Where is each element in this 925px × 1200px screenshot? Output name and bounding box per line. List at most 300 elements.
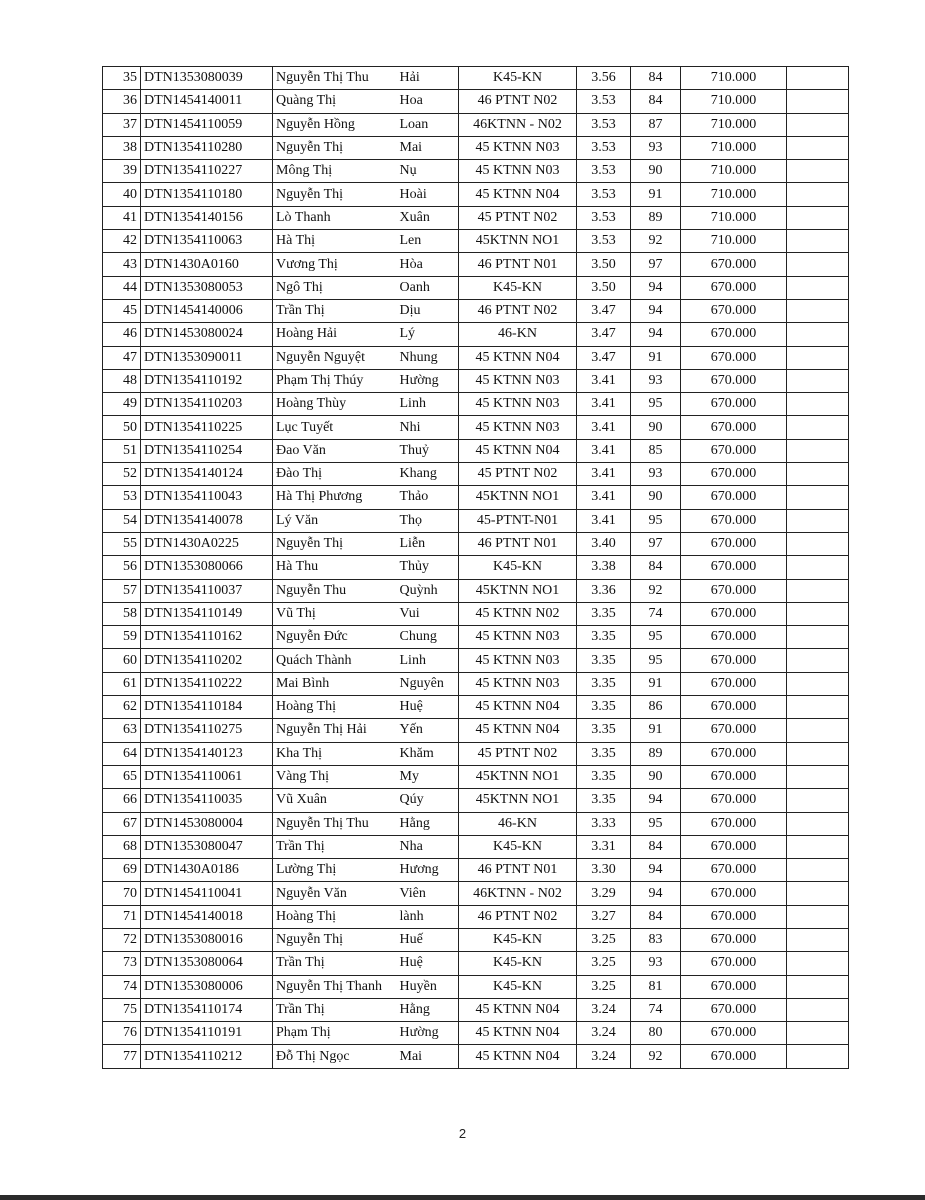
scholarship-amount-cell: 670.000 — [681, 323, 787, 346]
last-middle-name-cell: Hoàng Thùy — [273, 393, 397, 416]
class-name-cell: 45 KTNN N03 — [459, 626, 577, 649]
gpa-score-cell: 3.41 — [577, 463, 631, 486]
first-name-cell: Xuân — [397, 206, 459, 229]
table-row — [103, 649, 849, 672]
conduct-score-cell: 95 — [631, 509, 681, 532]
conduct-score-cell: 92 — [631, 1045, 681, 1068]
row-number-cell: 41 — [103, 206, 141, 229]
student-code-cell: DTN1354110037 — [141, 579, 273, 602]
class-name-cell: K45-KN — [459, 952, 577, 975]
table-row — [103, 532, 849, 555]
conduct-score-cell: 84 — [631, 835, 681, 858]
first-name-cell: Linh — [397, 393, 459, 416]
last-middle-name-cell: Hoàng Thị — [273, 696, 397, 719]
gpa-score-cell: 3.25 — [577, 952, 631, 975]
note-cell — [787, 183, 849, 206]
class-name-cell: 45 KTNN N04 — [459, 183, 577, 206]
gpa-score-cell: 3.41 — [577, 486, 631, 509]
scholarship-amount-cell: 670.000 — [681, 1022, 787, 1045]
note-cell — [787, 602, 849, 625]
table-row — [103, 393, 849, 416]
last-middle-name-cell: Trần Thị — [273, 952, 397, 975]
class-name-cell: 45 PTNT N02 — [459, 742, 577, 765]
table-row — [103, 696, 849, 719]
conduct-score-cell: 84 — [631, 556, 681, 579]
first-name-cell: Dịu — [397, 299, 459, 322]
table-row — [103, 1045, 849, 1068]
table-row — [103, 509, 849, 532]
student-code-cell: DTN1353090011 — [141, 346, 273, 369]
table-row — [103, 160, 849, 183]
first-name-cell: Khang — [397, 463, 459, 486]
conduct-score-cell: 94 — [631, 789, 681, 812]
note-cell — [787, 206, 849, 229]
table-row — [103, 789, 849, 812]
class-name-cell: 45KTNN NO1 — [459, 765, 577, 788]
scholarship-amount-cell: 670.000 — [681, 1045, 787, 1068]
conduct-score-cell: 95 — [631, 626, 681, 649]
scholarship-amount-cell: 670.000 — [681, 626, 787, 649]
table-row — [103, 975, 849, 998]
row-number-cell: 62 — [103, 696, 141, 719]
table-row — [103, 1022, 849, 1045]
scholarship-amount-cell: 670.000 — [681, 509, 787, 532]
first-name-cell: Mai — [397, 1045, 459, 1068]
table-row — [103, 369, 849, 392]
table-row — [103, 136, 849, 159]
class-name-cell: 45 KTNN N03 — [459, 649, 577, 672]
class-name-cell: K45-KN — [459, 835, 577, 858]
gpa-score-cell: 3.35 — [577, 789, 631, 812]
gpa-score-cell: 3.25 — [577, 975, 631, 998]
conduct-score-cell: 93 — [631, 463, 681, 486]
last-middle-name-cell: Hà Thu — [273, 556, 397, 579]
scholarship-amount-cell: 710.000 — [681, 67, 787, 90]
gpa-score-cell: 3.38 — [577, 556, 631, 579]
row-number-cell: 52 — [103, 463, 141, 486]
student-code-cell: DTN1354110222 — [141, 672, 273, 695]
gpa-score-cell: 3.50 — [577, 253, 631, 276]
student-code-cell: DTN1354110254 — [141, 439, 273, 462]
table-row — [103, 812, 849, 835]
student-code-cell: DTN1354110275 — [141, 719, 273, 742]
conduct-score-cell: 97 — [631, 253, 681, 276]
row-number-cell: 64 — [103, 742, 141, 765]
first-name-cell: Yến — [397, 719, 459, 742]
first-name-cell: Nha — [397, 835, 459, 858]
row-number-cell: 44 — [103, 276, 141, 299]
scholarship-amount-cell: 670.000 — [681, 416, 787, 439]
gpa-score-cell: 3.30 — [577, 859, 631, 882]
conduct-score-cell: 80 — [631, 1022, 681, 1045]
gpa-score-cell: 3.29 — [577, 882, 631, 905]
last-middle-name-cell: Nguyễn Thu — [273, 579, 397, 602]
class-name-cell: K45-KN — [459, 556, 577, 579]
scholarship-amount-cell: 670.000 — [681, 369, 787, 392]
scholarship-amount-cell: 670.000 — [681, 486, 787, 509]
scholarship-amount-cell: 670.000 — [681, 859, 787, 882]
table-row — [103, 928, 849, 951]
first-name-cell: Hường — [397, 369, 459, 392]
row-number-cell: 59 — [103, 626, 141, 649]
table-row — [103, 253, 849, 276]
last-middle-name-cell: Nguyễn Thị Thanh — [273, 975, 397, 998]
table-row — [103, 765, 849, 788]
gpa-score-cell: 3.53 — [577, 90, 631, 113]
note-cell — [787, 765, 849, 788]
scholarship-amount-cell: 670.000 — [681, 556, 787, 579]
conduct-score-cell: 74 — [631, 602, 681, 625]
row-number-cell: 69 — [103, 859, 141, 882]
class-name-cell: 45 KTNN N03 — [459, 136, 577, 159]
first-name-cell: Huệ — [397, 696, 459, 719]
student-code-cell: DTN1430A0160 — [141, 253, 273, 276]
row-number-cell: 61 — [103, 672, 141, 695]
gpa-score-cell: 3.53 — [577, 160, 631, 183]
student-code-cell: DTN1354110280 — [141, 136, 273, 159]
first-name-cell: Hòa — [397, 253, 459, 276]
scholarship-amount-cell: 670.000 — [681, 882, 787, 905]
note-cell — [787, 346, 849, 369]
conduct-score-cell: 93 — [631, 136, 681, 159]
first-name-cell: Len — [397, 230, 459, 253]
row-number-cell: 65 — [103, 765, 141, 788]
scholarship-amount-cell: 670.000 — [681, 905, 787, 928]
note-cell — [787, 486, 849, 509]
table-row — [103, 346, 849, 369]
gpa-score-cell: 3.27 — [577, 905, 631, 928]
table-row — [103, 579, 849, 602]
class-name-cell: 46 PTNT N01 — [459, 532, 577, 555]
scholarship-amount-cell: 670.000 — [681, 276, 787, 299]
conduct-score-cell: 91 — [631, 672, 681, 695]
class-name-cell: 45 KTNN N03 — [459, 672, 577, 695]
table-row — [103, 90, 849, 113]
scholarship-amount-cell: 670.000 — [681, 579, 787, 602]
last-middle-name-cell: Đao Văn — [273, 439, 397, 462]
first-name-cell: Quỳnh — [397, 579, 459, 602]
scholarship-amount-cell: 670.000 — [681, 998, 787, 1021]
first-name-cell: Nguyên — [397, 672, 459, 695]
gpa-score-cell: 3.35 — [577, 765, 631, 788]
row-number-cell: 71 — [103, 905, 141, 928]
first-name-cell: Thuỷ — [397, 439, 459, 462]
student-code-cell: DTN1353080066 — [141, 556, 273, 579]
row-number-cell: 49 — [103, 393, 141, 416]
last-middle-name-cell: Hoàng Hải — [273, 323, 397, 346]
conduct-score-cell: 83 — [631, 928, 681, 951]
last-middle-name-cell: Quàng Thị — [273, 90, 397, 113]
first-name-cell: My — [397, 765, 459, 788]
scholarship-amount-cell: 670.000 — [681, 672, 787, 695]
student-code-cell: DTN1354140156 — [141, 206, 273, 229]
conduct-score-cell: 84 — [631, 90, 681, 113]
gpa-score-cell: 3.31 — [577, 835, 631, 858]
first-name-cell: Hải — [397, 67, 459, 90]
note-cell — [787, 532, 849, 555]
gpa-score-cell: 3.40 — [577, 532, 631, 555]
note-cell — [787, 393, 849, 416]
student-code-cell: DTN1353080016 — [141, 928, 273, 951]
table-row — [103, 299, 849, 322]
conduct-score-cell: 91 — [631, 719, 681, 742]
first-name-cell: Khăm — [397, 742, 459, 765]
gpa-score-cell: 3.35 — [577, 602, 631, 625]
class-name-cell: 45 KTNN N04 — [459, 719, 577, 742]
class-name-cell: K45-KN — [459, 975, 577, 998]
class-name-cell: 45 KTNN N04 — [459, 696, 577, 719]
row-number-cell: 72 — [103, 928, 141, 951]
row-number-cell: 66 — [103, 789, 141, 812]
student-code-cell: DTN1354110225 — [141, 416, 273, 439]
student-code-cell: DTN1354110063 — [141, 230, 273, 253]
class-name-cell: 45 PTNT N02 — [459, 206, 577, 229]
note-cell — [787, 579, 849, 602]
student-code-cell: DTN1354140124 — [141, 463, 273, 486]
first-name-cell: Thảo — [397, 486, 459, 509]
note-cell — [787, 253, 849, 276]
row-number-cell: 36 — [103, 90, 141, 113]
table-row — [103, 113, 849, 136]
gpa-score-cell: 3.35 — [577, 719, 631, 742]
last-middle-name-cell: Trần Thị — [273, 299, 397, 322]
row-number-cell: 50 — [103, 416, 141, 439]
row-number-cell: 42 — [103, 230, 141, 253]
table-row — [103, 206, 849, 229]
scholarship-amount-cell: 710.000 — [681, 90, 787, 113]
note-cell — [787, 416, 849, 439]
scholarship-amount-cell: 670.000 — [681, 928, 787, 951]
note-cell — [787, 649, 849, 672]
scholarship-amount-cell: 670.000 — [681, 463, 787, 486]
last-middle-name-cell: Vũ Xuân — [273, 789, 397, 812]
note-cell — [787, 276, 849, 299]
student-code-cell: DTN1354110203 — [141, 393, 273, 416]
student-code-cell: DTN1454110059 — [141, 113, 273, 136]
row-number-cell: 38 — [103, 136, 141, 159]
row-number-cell: 55 — [103, 532, 141, 555]
row-number-cell: 47 — [103, 346, 141, 369]
last-middle-name-cell: Ngô Thị — [273, 276, 397, 299]
last-middle-name-cell: Hà Thị Phương — [273, 486, 397, 509]
gpa-score-cell: 3.53 — [577, 230, 631, 253]
student-code-cell: DTN1354140078 — [141, 509, 273, 532]
gpa-score-cell: 3.47 — [577, 299, 631, 322]
note-cell — [787, 859, 849, 882]
row-number-cell: 70 — [103, 882, 141, 905]
last-middle-name-cell: Đỗ Thị Ngọc — [273, 1045, 397, 1068]
note-cell — [787, 719, 849, 742]
student-code-cell: DTN1354110184 — [141, 696, 273, 719]
note-cell — [787, 136, 849, 159]
student-code-cell: DTN1453080004 — [141, 812, 273, 835]
table-row — [103, 556, 849, 579]
last-middle-name-cell: Mai Bình — [273, 672, 397, 695]
first-name-cell: Chung — [397, 626, 459, 649]
gpa-score-cell: 3.56 — [577, 67, 631, 90]
scholarship-amount-cell: 670.000 — [681, 952, 787, 975]
first-name-cell: Nụ — [397, 160, 459, 183]
conduct-score-cell: 90 — [631, 416, 681, 439]
last-middle-name-cell: Lò Thanh — [273, 206, 397, 229]
student-code-cell: DTN1454110041 — [141, 882, 273, 905]
last-middle-name-cell: Phạm Thị Thúy — [273, 369, 397, 392]
note-cell — [787, 812, 849, 835]
gpa-score-cell: 3.53 — [577, 136, 631, 159]
class-name-cell: 46-KN — [459, 323, 577, 346]
conduct-score-cell: 86 — [631, 696, 681, 719]
class-name-cell: 46KTNN - N02 — [459, 882, 577, 905]
class-name-cell: 45 KTNN N03 — [459, 416, 577, 439]
student-code-cell: DTN1454140018 — [141, 905, 273, 928]
class-name-cell: K45-KN — [459, 928, 577, 951]
scholarship-amount-cell: 670.000 — [681, 253, 787, 276]
first-name-cell: Thọ — [397, 509, 459, 532]
row-number-cell: 77 — [103, 1045, 141, 1068]
last-middle-name-cell: Lý Văn — [273, 509, 397, 532]
page-number: 2 — [458, 1126, 467, 1141]
note-cell — [787, 463, 849, 486]
row-number-cell: 46 — [103, 323, 141, 346]
gpa-score-cell: 3.41 — [577, 509, 631, 532]
conduct-score-cell: 89 — [631, 206, 681, 229]
table-row — [103, 719, 849, 742]
conduct-score-cell: 94 — [631, 299, 681, 322]
class-name-cell: 45 KTNN N02 — [459, 602, 577, 625]
student-code-cell: DTN1353080039 — [141, 67, 273, 90]
student-code-cell: DTN1453080024 — [141, 323, 273, 346]
student-code-cell: DTN1354110180 — [141, 183, 273, 206]
last-middle-name-cell: Nguyễn Thị — [273, 928, 397, 951]
conduct-score-cell: 94 — [631, 276, 681, 299]
class-name-cell: 46-KN — [459, 812, 577, 835]
last-middle-name-cell: Hà Thị — [273, 230, 397, 253]
gpa-score-cell: 3.35 — [577, 696, 631, 719]
scholarship-amount-cell: 710.000 — [681, 230, 787, 253]
conduct-score-cell: 87 — [631, 113, 681, 136]
table-row — [103, 67, 849, 90]
row-number-cell: 73 — [103, 952, 141, 975]
table-row — [103, 742, 849, 765]
gpa-score-cell: 3.41 — [577, 416, 631, 439]
row-number-cell: 57 — [103, 579, 141, 602]
note-cell — [787, 230, 849, 253]
first-name-cell: Loan — [397, 113, 459, 136]
scholarship-amount-cell: 710.000 — [681, 136, 787, 159]
note-cell — [787, 626, 849, 649]
table-row — [103, 998, 849, 1021]
row-number-cell: 76 — [103, 1022, 141, 1045]
scholarship-amount-cell: 670.000 — [681, 789, 787, 812]
first-name-cell: Hằng — [397, 998, 459, 1021]
first-name-cell: Vui — [397, 602, 459, 625]
gpa-score-cell: 3.53 — [577, 113, 631, 136]
conduct-score-cell: 91 — [631, 183, 681, 206]
table-row — [103, 835, 849, 858]
last-middle-name-cell: Trần Thị — [273, 835, 397, 858]
first-name-cell: Hằng — [397, 812, 459, 835]
scholarship-amount-cell: 670.000 — [681, 602, 787, 625]
student-code-cell: DTN1354110174 — [141, 998, 273, 1021]
first-name-cell: Hoài — [397, 183, 459, 206]
last-middle-name-cell: Quách Thành — [273, 649, 397, 672]
note-cell — [787, 952, 849, 975]
student-code-cell: DTN1353080053 — [141, 276, 273, 299]
gpa-score-cell: 3.35 — [577, 649, 631, 672]
gpa-score-cell: 3.24 — [577, 1022, 631, 1045]
conduct-score-cell: 84 — [631, 67, 681, 90]
conduct-score-cell: 94 — [631, 882, 681, 905]
row-number-cell: 51 — [103, 439, 141, 462]
conduct-score-cell: 85 — [631, 439, 681, 462]
conduct-score-cell: 95 — [631, 393, 681, 416]
note-cell — [787, 1045, 849, 1068]
first-name-cell: Hường — [397, 1022, 459, 1045]
note-cell — [787, 882, 849, 905]
note-cell — [787, 160, 849, 183]
row-number-cell: 37 — [103, 113, 141, 136]
conduct-score-cell: 90 — [631, 160, 681, 183]
gpa-score-cell: 3.50 — [577, 276, 631, 299]
conduct-score-cell: 97 — [631, 532, 681, 555]
student-code-cell: DTN1454140011 — [141, 90, 273, 113]
scholarship-amount-cell: 670.000 — [681, 393, 787, 416]
conduct-score-cell: 92 — [631, 579, 681, 602]
student-code-cell: DTN1353080064 — [141, 952, 273, 975]
conduct-score-cell: 95 — [631, 812, 681, 835]
scholarship-amount-cell: 670.000 — [681, 696, 787, 719]
note-cell — [787, 928, 849, 951]
scholarship-amount-cell: 670.000 — [681, 439, 787, 462]
row-number-cell: 45 — [103, 299, 141, 322]
scholarship-amount-cell: 710.000 — [681, 183, 787, 206]
note-cell — [787, 439, 849, 462]
note-cell — [787, 556, 849, 579]
last-middle-name-cell: Lục Tuyết — [273, 416, 397, 439]
student-code-cell: DTN1353080047 — [141, 835, 273, 858]
last-middle-name-cell: Nguyễn Văn — [273, 882, 397, 905]
student-code-cell: DTN1354110061 — [141, 765, 273, 788]
conduct-score-cell: 95 — [631, 649, 681, 672]
row-number-cell: 43 — [103, 253, 141, 276]
note-cell — [787, 672, 849, 695]
class-name-cell: 45 KTNN N04 — [459, 998, 577, 1021]
scholarship-amount-cell: 670.000 — [681, 346, 787, 369]
note-cell — [787, 696, 849, 719]
class-name-cell: 45 KTNN N04 — [459, 1045, 577, 1068]
table-row — [103, 905, 849, 928]
first-name-cell: Huế — [397, 928, 459, 951]
conduct-score-cell: 89 — [631, 742, 681, 765]
first-name-cell: Hoa — [397, 90, 459, 113]
conduct-score-cell: 74 — [631, 998, 681, 1021]
class-name-cell: 46 PTNT N01 — [459, 253, 577, 276]
class-name-cell: 46 PTNT N02 — [459, 299, 577, 322]
last-middle-name-cell: Hoàng Thị — [273, 905, 397, 928]
gpa-score-cell: 3.35 — [577, 672, 631, 695]
row-number-cell: 58 — [103, 602, 141, 625]
row-number-cell: 67 — [103, 812, 141, 835]
last-middle-name-cell: Nguyễn Thị — [273, 183, 397, 206]
last-middle-name-cell: Nguyễn Hồng — [273, 113, 397, 136]
table-row — [103, 276, 849, 299]
note-cell — [787, 905, 849, 928]
class-name-cell: 46 PTNT N02 — [459, 90, 577, 113]
class-name-cell: 45-PTNT-N01 — [459, 509, 577, 532]
scholarship-amount-cell: 670.000 — [681, 532, 787, 555]
scholarship-amount-cell: 670.000 — [681, 835, 787, 858]
row-number-cell: 54 — [103, 509, 141, 532]
